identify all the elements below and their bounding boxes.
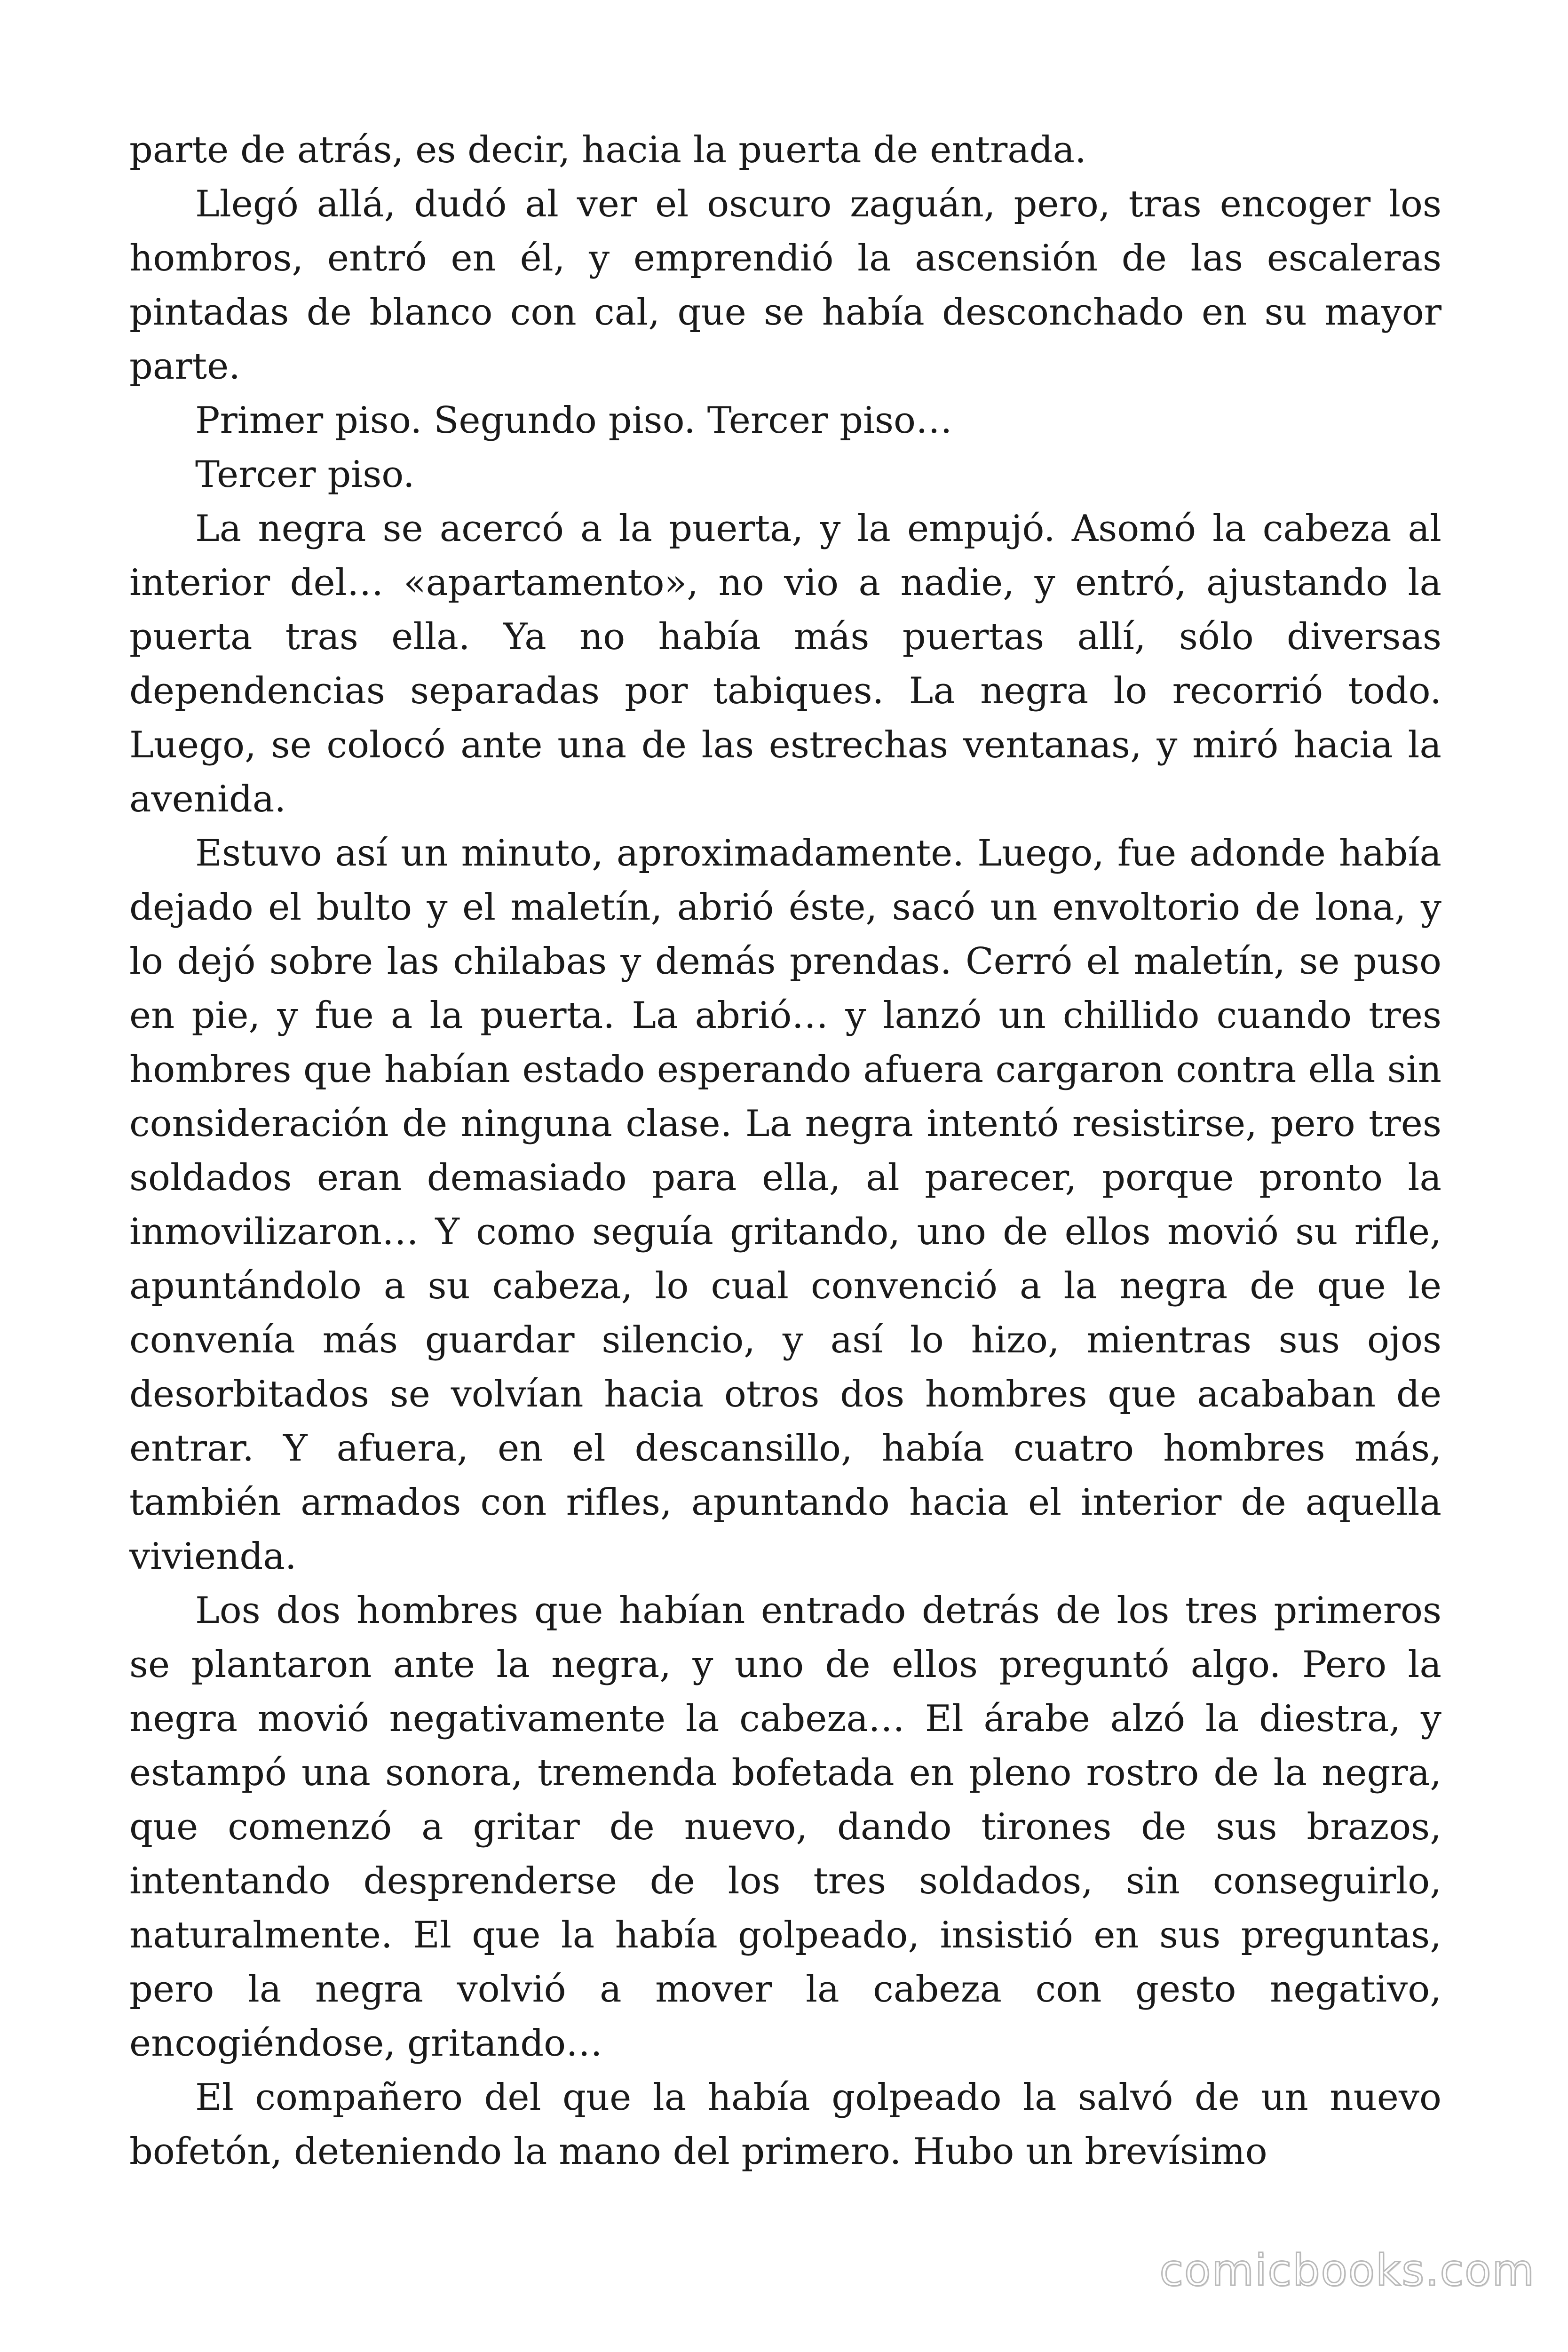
paragraph-last: El compañero del que la había golpeado la salvó de un nuevo bofetón, deteniendo la mano del primero. Hubo un brevísimo <box>129 2076 1441 2173</box>
paragraph: La negra se acercó a la puerta, y la empujó. Asomó la cabeza al interior del… «apartamento», no vio a nadie, y entró, ajustando la puerta tras ella. Ya no había más puertas allí, sólo diversas dependencias separadas por tabiques. La negra lo recorrió todo. Luego, se colocó ante una de las estrechas ventanas, y miró hacia la avenida. <box>129 508 1441 820</box>
paragraph: Llegó allá, dudó al ver el oscuro zaguán, pero, tras encoger los hombros, entró en él, y emprendió la ascensión de las escaleras pintadas de blanco con cal, que se había desconchado en su mayor parte. <box>129 183 1441 388</box>
paragraph: Primer piso. Segundo piso. Tercer piso… <box>195 399 952 442</box>
paragraph: Estuvo así un minuto, aproximadamente. Luego, fue adonde había dejado el bulto y el maletín, abrió éste, sacó un envoltorio de lona, y lo dejó sobre las chilabas y demás prendas. Cerró el maletín, se puso en pie, y fue a la puerta. La abrió… y lanzó un chillido cuando tres hombres que habían estado esperando afuera cargaron contra ella sin consideración de ninguna clase. La negra intentó resistirse, pero tres soldados eran demasiado para ella, al parecer, porque pronto la inmovilizaron… Y como seguía gritando, uno de ellos movió su rifle, apuntándolo a su cabeza, lo cual convenció a la negra de que le convenía más guardar silencio, y así lo hizo, mientras sus ojos desorbitados se volvían hacia otros dos hombres que acababan de entrar. Y afuera, en el descansillo, había cuatro hombres más, también armados con rifles, apuntando hacia el interior de aquella vivienda. <box>129 832 1441 1578</box>
paragraph-continuation: parte de atrás, es decir, hacia la puerta de entrada. <box>129 129 1086 171</box>
body-text <box>129 123 1441 2179</box>
paragraph: Tercer piso. <box>195 453 415 496</box>
watermark: comicbooks.com <box>1159 2245 1535 2296</box>
paragraph: Los dos hombres que habían entrado detrás de los tres primeros se plantaron ante la negra, y uno de ellos preguntó algo. Pero la negra movió negativamente la cabeza… El árabe alzó la diestra, y estampó una sonora, tremenda bofetada en pleno rostro de la negra, que comenzó a gritar de nuevo, dando tirones de sus brazos, intentando desprenderse de los tres soldados, sin conseguirlo, naturalmente. El que la había golpeado, insistió en sus preguntas, pero la negra volvió a mover la cabeza con gesto negativo, encogiéndose, gritando… <box>129 1589 1441 2065</box>
